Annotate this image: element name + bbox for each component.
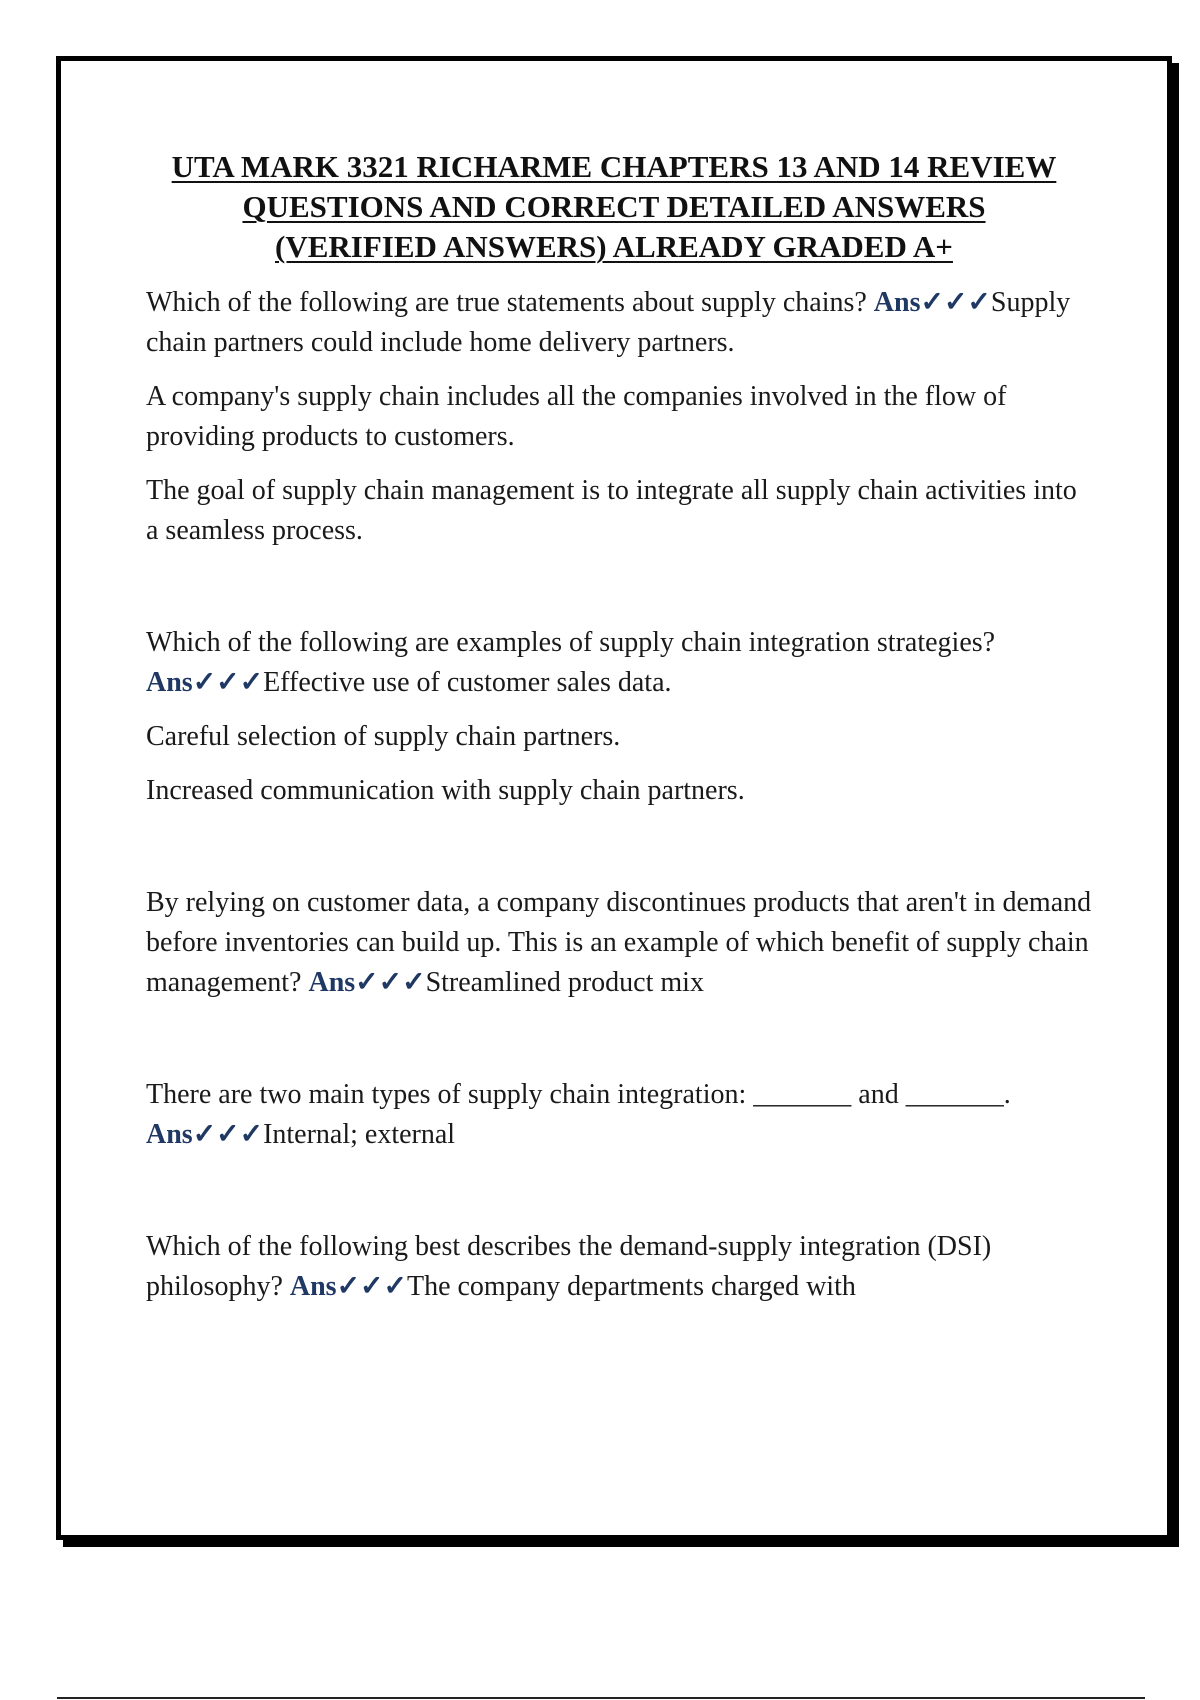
question-1 bbox=[146, 283, 1096, 363]
answer-text: Supply chain partners could include home delivery partners. bbox=[146, 287, 1071, 358]
page-bottom-rule bbox=[57, 1697, 1145, 1699]
answer-text: Streamlined product mix bbox=[425, 967, 704, 998]
question-3 bbox=[146, 883, 1096, 1003]
answer-marker: Ans✓✓✓ bbox=[308, 967, 426, 998]
answer-continuation: Careful selection of supply chain partners. bbox=[146, 721, 621, 752]
spacer bbox=[146, 825, 1096, 883]
spacer bbox=[146, 565, 1096, 623]
question-5 bbox=[146, 1227, 1096, 1307]
answer-continuation: The goal of supply chain management is to integrate all supply chain activities into a seamless process. bbox=[146, 475, 1077, 546]
answer-continuation: Increased communication with supply chain partners. bbox=[146, 775, 745, 806]
answer-text: The company departments charged with bbox=[406, 1271, 856, 1302]
spacer bbox=[146, 1017, 1096, 1075]
spacer bbox=[146, 1169, 1096, 1227]
answer-marker: Ans✓✓✓ bbox=[873, 287, 991, 318]
question-text: Which of the following are examples of supply chain integration strategies? bbox=[146, 627, 996, 658]
document-title bbox=[61, 147, 1167, 267]
answer-marker: Ans✓✓✓ bbox=[146, 667, 264, 698]
page-frame bbox=[56, 56, 1172, 1540]
question-4 bbox=[146, 1075, 1096, 1155]
title-line: QUESTIONS AND CORRECT DETAILED ANSWERS bbox=[242, 189, 986, 224]
document-body bbox=[146, 283, 1096, 1321]
answer-text: Internal; external bbox=[263, 1119, 456, 1150]
question-text: By relying on customer data, a company discontinues products that aren't in demand before inventories can build up. This is an example of which benefit of supply chain management? bbox=[146, 887, 1092, 998]
question-text: Which of the following best describes the demand-supply integration (DSI) philosophy? bbox=[146, 1231, 992, 1302]
question-text: There are two main types of supply chain integration: _______ and _______. bbox=[146, 1079, 1011, 1110]
answer-text: Effective use of customer sales data. bbox=[263, 667, 672, 698]
answer-marker: Ans✓✓✓ bbox=[289, 1271, 407, 1302]
answer-marker: Ans✓✓✓ bbox=[146, 1119, 264, 1150]
title-line: (VERIFIED ANSWERS) ALREADY GRADED A+ bbox=[275, 229, 953, 264]
title-line: UTA MARK 3321 RICHARME CHAPTERS 13 AND 14 REVIEW bbox=[171, 149, 1057, 184]
question-2 bbox=[146, 623, 1096, 703]
answer-continuation: A company's supply chain includes all the companies involved in the flow of providing products to customers. bbox=[146, 381, 1007, 452]
question-text: Which of the following are true statements about supply chains? bbox=[146, 287, 867, 318]
